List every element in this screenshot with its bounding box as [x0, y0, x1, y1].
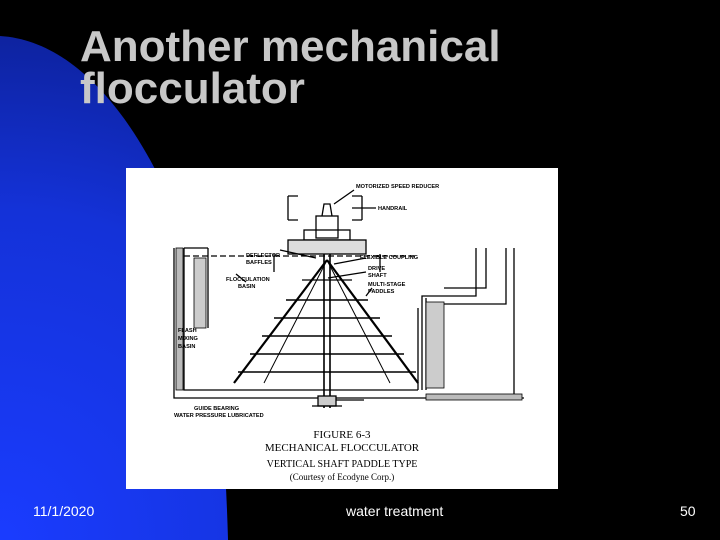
label-flocbasin-2: BASIN: [238, 284, 256, 290]
label-motor: MOTORIZED SPEED REDUCER: [356, 184, 440, 190]
label-flocbasin-1: FLOCCULATION: [226, 277, 270, 283]
caption-courtesy: (Courtesy of Ecodyne Corp.): [289, 472, 395, 482]
label-multi-2: PADDLES: [368, 289, 395, 295]
label-water: WATER PRESSURE LUBRICATED: [174, 413, 264, 419]
label-coupling: FLEXIBLE COUPLING: [360, 255, 419, 261]
title-line-2: flocculator: [80, 64, 305, 113]
title-line-1: Another mechanical: [80, 22, 501, 71]
label-flash-3: BASIN: [178, 344, 196, 350]
label-flash-2: MIXING: [178, 336, 198, 342]
label-multi-1: MULTI-STAGE: [368, 282, 406, 288]
label-handrail: HANDRAIL: [378, 206, 408, 212]
label-guide: GUIDE BEARING: [194, 406, 240, 412]
flocculator-figure: [126, 168, 558, 489]
slide-title: [80, 22, 680, 113]
diagram-drawing: [174, 190, 524, 408]
footer-title: water treatment: [346, 503, 444, 519]
footer-date: 11/1/2020: [33, 503, 95, 519]
caption-title: MECHANICAL FLOCCULATOR: [264, 442, 420, 454]
figure-caption: [265, 429, 420, 482]
diagram-labels: [174, 184, 439, 419]
label-deflector-2: BAFFLES: [246, 260, 272, 266]
caption-subtitle: VERTICAL SHAFT PADDLE TYPE: [266, 459, 418, 470]
label-drive-2: SHAFT: [368, 273, 387, 279]
label-drive-1: DRIVE: [368, 266, 386, 272]
label-deflector-1: DEFLECTOR: [246, 253, 281, 259]
caption-number: FIGURE 6-3: [313, 429, 371, 441]
label-flash-1: FLASH: [178, 328, 197, 334]
slide-number: 50: [680, 503, 696, 519]
